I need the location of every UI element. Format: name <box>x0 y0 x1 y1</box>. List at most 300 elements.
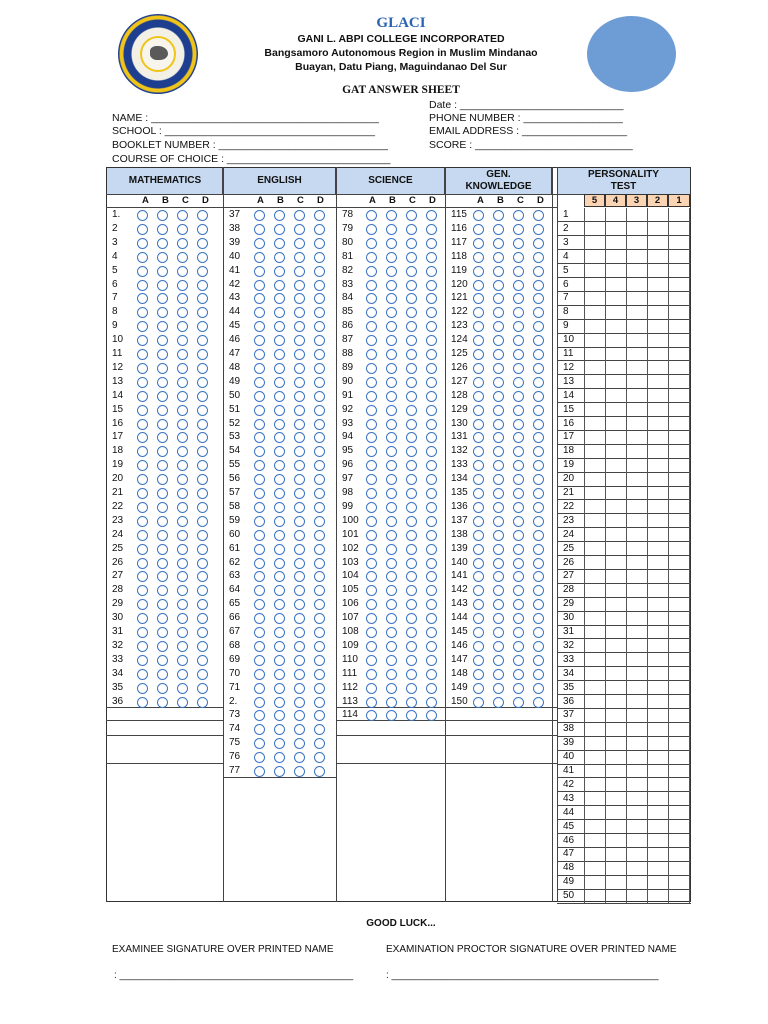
answer-bubble-c[interactable] <box>406 474 417 485</box>
personality-cell[interactable] <box>626 695 647 709</box>
answer-bubble-a[interactable] <box>137 669 148 680</box>
answer-bubble-c[interactable] <box>294 724 305 735</box>
answer-bubble-a[interactable] <box>254 683 265 694</box>
answer-bubble-d[interactable] <box>197 377 208 388</box>
personality-cell[interactable] <box>668 500 690 514</box>
personality-cell[interactable] <box>647 792 668 806</box>
answer-bubble-c[interactable] <box>513 252 524 263</box>
answer-bubble-a[interactable] <box>254 266 265 277</box>
answer-bubble-b[interactable] <box>157 321 168 332</box>
answer-bubble-c[interactable] <box>177 460 188 471</box>
answer-bubble-c[interactable] <box>513 669 524 680</box>
personality-cell[interactable] <box>647 250 668 264</box>
answer-bubble-d[interactable] <box>426 474 437 485</box>
answer-bubble-b[interactable] <box>493 307 504 318</box>
personality-cell[interactable] <box>584 695 605 709</box>
answer-bubble-b[interactable] <box>386 516 397 527</box>
answer-bubble-c[interactable] <box>406 363 417 374</box>
answer-bubble-d[interactable] <box>426 307 437 318</box>
answer-bubble-a[interactable] <box>137 613 148 624</box>
answer-bubble-b[interactable] <box>386 419 397 430</box>
answer-bubble-d[interactable] <box>533 321 544 332</box>
answer-bubble-d[interactable] <box>314 752 325 763</box>
answer-bubble-c[interactable] <box>406 585 417 596</box>
personality-cell[interactable] <box>584 639 605 653</box>
personality-cell[interactable] <box>668 542 690 556</box>
answer-bubble-c[interactable] <box>294 280 305 291</box>
personality-cell[interactable] <box>584 430 605 444</box>
personality-cell[interactable] <box>584 778 605 792</box>
answer-bubble-d[interactable] <box>533 377 544 388</box>
personality-cell[interactable] <box>584 222 605 236</box>
answer-bubble-d[interactable] <box>197 502 208 513</box>
personality-cell[interactable] <box>605 847 626 861</box>
answer-bubble-c[interactable] <box>406 460 417 471</box>
answer-bubble-d[interactable] <box>426 405 437 416</box>
personality-cell[interactable] <box>626 486 647 500</box>
answer-bubble-b[interactable] <box>493 599 504 610</box>
answer-bubble-d[interactable] <box>426 655 437 666</box>
answer-bubble-d[interactable] <box>533 280 544 291</box>
answer-bubble-b[interactable] <box>386 641 397 652</box>
answer-bubble-b[interactable] <box>386 544 397 555</box>
personality-cell[interactable] <box>668 875 690 889</box>
answer-bubble-c[interactable] <box>406 710 417 721</box>
answer-bubble-b[interactable] <box>386 391 397 402</box>
answer-bubble-b[interactable] <box>274 238 285 249</box>
name-field[interactable]: NAME : _______________________________________ <box>112 112 379 124</box>
answer-bubble-b[interactable] <box>274 516 285 527</box>
answer-bubble-b[interactable] <box>386 710 397 721</box>
personality-cell[interactable] <box>626 625 647 639</box>
answer-bubble-c[interactable] <box>406 446 417 457</box>
answer-bubble-a[interactable] <box>366 238 377 249</box>
answer-bubble-a[interactable] <box>473 363 484 374</box>
answer-bubble-b[interactable] <box>386 293 397 304</box>
answer-bubble-d[interactable] <box>426 460 437 471</box>
answer-bubble-a[interactable] <box>366 655 377 666</box>
personality-cell[interactable] <box>584 667 605 681</box>
answer-bubble-c[interactable] <box>406 571 417 582</box>
personality-cell[interactable] <box>668 305 690 319</box>
personality-cell[interactable] <box>626 861 647 875</box>
answer-bubble-b[interactable] <box>386 280 397 291</box>
answer-bubble-a[interactable] <box>254 349 265 360</box>
answer-bubble-a[interactable] <box>366 627 377 638</box>
personality-cell[interactable] <box>626 278 647 292</box>
answer-bubble-b[interactable] <box>274 724 285 735</box>
answer-bubble-b[interactable] <box>493 502 504 513</box>
personality-cell[interactable] <box>605 291 626 305</box>
answer-bubble-b[interactable] <box>157 460 168 471</box>
personality-cell[interactable] <box>668 444 690 458</box>
personality-cell[interactable] <box>668 430 690 444</box>
answer-bubble-d[interactable] <box>314 446 325 457</box>
answer-bubble-b[interactable] <box>274 419 285 430</box>
personality-cell[interactable] <box>605 528 626 542</box>
personality-cell[interactable] <box>626 430 647 444</box>
answer-bubble-d[interactable] <box>197 474 208 485</box>
answer-bubble-a[interactable] <box>473 405 484 416</box>
personality-cell[interactable] <box>647 375 668 389</box>
answer-bubble-a[interactable] <box>254 585 265 596</box>
personality-cell[interactable] <box>605 347 626 361</box>
personality-cell[interactable] <box>647 333 668 347</box>
personality-cell[interactable] <box>668 528 690 542</box>
personality-cell[interactable] <box>584 611 605 625</box>
answer-bubble-c[interactable] <box>513 460 524 471</box>
answer-bubble-c[interactable] <box>177 544 188 555</box>
answer-bubble-d[interactable] <box>533 655 544 666</box>
answer-bubble-a[interactable] <box>254 210 265 221</box>
personality-cell[interactable] <box>584 889 605 903</box>
answer-bubble-c[interactable] <box>177 307 188 318</box>
answer-bubble-c[interactable] <box>294 363 305 374</box>
answer-bubble-b[interactable] <box>493 432 504 443</box>
answer-bubble-a[interactable] <box>473 544 484 555</box>
personality-cell[interactable] <box>605 542 626 556</box>
answer-bubble-d[interactable] <box>314 613 325 624</box>
answer-bubble-d[interactable] <box>533 558 544 569</box>
personality-cell[interactable] <box>668 291 690 305</box>
personality-cell[interactable] <box>605 569 626 583</box>
answer-bubble-c[interactable] <box>294 571 305 582</box>
answer-bubble-b[interactable] <box>493 280 504 291</box>
answer-bubble-a[interactable] <box>137 377 148 388</box>
answer-bubble-d[interactable] <box>426 266 437 277</box>
answer-bubble-a[interactable] <box>366 710 377 721</box>
answer-bubble-c[interactable] <box>513 585 524 596</box>
answer-bubble-b[interactable] <box>386 683 397 694</box>
personality-cell[interactable] <box>626 514 647 528</box>
answer-bubble-d[interactable] <box>426 210 437 221</box>
answer-bubble-d[interactable] <box>197 669 208 680</box>
answer-bubble-d[interactable] <box>533 293 544 304</box>
answer-bubble-c[interactable] <box>177 391 188 402</box>
personality-cell[interactable] <box>647 514 668 528</box>
personality-cell[interactable] <box>584 556 605 570</box>
answer-bubble-b[interactable] <box>386 460 397 471</box>
answer-bubble-b[interactable] <box>274 502 285 513</box>
personality-cell[interactable] <box>626 653 647 667</box>
answer-bubble-b[interactable] <box>274 752 285 763</box>
answer-bubble-a[interactable] <box>254 405 265 416</box>
answer-bubble-a[interactable] <box>254 641 265 652</box>
answer-bubble-c[interactable] <box>177 224 188 235</box>
answer-bubble-b[interactable] <box>386 530 397 541</box>
answer-bubble-c[interactable] <box>294 627 305 638</box>
answer-bubble-a[interactable] <box>137 655 148 666</box>
answer-bubble-a[interactable] <box>473 377 484 388</box>
personality-cell[interactable] <box>668 569 690 583</box>
answer-bubble-d[interactable] <box>533 585 544 596</box>
answer-bubble-a[interactable] <box>366 405 377 416</box>
answer-bubble-b[interactable] <box>493 697 504 708</box>
answer-bubble-d[interactable] <box>197 363 208 374</box>
answer-bubble-d[interactable] <box>426 585 437 596</box>
personality-cell[interactable] <box>626 389 647 403</box>
answer-bubble-c[interactable] <box>406 405 417 416</box>
answer-bubble-b[interactable] <box>274 321 285 332</box>
answer-bubble-b[interactable] <box>157 405 168 416</box>
personality-cell[interactable] <box>647 764 668 778</box>
personality-cell[interactable] <box>668 208 690 222</box>
answer-bubble-d[interactable] <box>314 641 325 652</box>
answer-bubble-d[interactable] <box>426 516 437 527</box>
answer-bubble-c[interactable] <box>406 419 417 430</box>
personality-cell[interactable] <box>626 667 647 681</box>
personality-cell[interactable] <box>626 889 647 903</box>
answer-bubble-a[interactable] <box>473 280 484 291</box>
answer-bubble-b[interactable] <box>493 266 504 277</box>
answer-bubble-a[interactable] <box>366 363 377 374</box>
personality-cell[interactable] <box>584 625 605 639</box>
answer-bubble-d[interactable] <box>533 391 544 402</box>
answer-bubble-a[interactable] <box>254 558 265 569</box>
personality-cell[interactable] <box>668 236 690 250</box>
personality-cell[interactable] <box>668 583 690 597</box>
personality-cell[interactable] <box>584 458 605 472</box>
answer-bubble-b[interactable] <box>386 558 397 569</box>
personality-cell[interactable] <box>584 403 605 417</box>
answer-bubble-a[interactable] <box>366 669 377 680</box>
personality-cell[interactable] <box>584 305 605 319</box>
answer-bubble-c[interactable] <box>177 697 188 708</box>
personality-cell[interactable] <box>605 236 626 250</box>
answer-bubble-b[interactable] <box>386 377 397 388</box>
personality-cell[interactable] <box>647 222 668 236</box>
answer-bubble-d[interactable] <box>533 502 544 513</box>
answer-bubble-b[interactable] <box>157 474 168 485</box>
answer-bubble-a[interactable] <box>137 432 148 443</box>
personality-cell[interactable] <box>584 583 605 597</box>
answer-bubble-a[interactable] <box>137 585 148 596</box>
answer-bubble-a[interactable] <box>473 641 484 652</box>
personality-cell[interactable] <box>626 444 647 458</box>
personality-cell[interactable] <box>605 361 626 375</box>
answer-bubble-d[interactable] <box>314 738 325 749</box>
answer-bubble-a[interactable] <box>366 307 377 318</box>
answer-bubble-a[interactable] <box>366 252 377 263</box>
answer-bubble-b[interactable] <box>157 446 168 457</box>
answer-bubble-b[interactable] <box>157 502 168 513</box>
answer-bubble-a[interactable] <box>366 641 377 652</box>
personality-cell[interactable] <box>584 375 605 389</box>
answer-bubble-c[interactable] <box>513 446 524 457</box>
personality-cell[interactable] <box>605 514 626 528</box>
personality-cell[interactable] <box>584 486 605 500</box>
answer-bubble-d[interactable] <box>426 544 437 555</box>
answer-bubble-a[interactable] <box>254 363 265 374</box>
answer-bubble-c[interactable] <box>177 683 188 694</box>
personality-cell[interactable] <box>605 430 626 444</box>
answer-bubble-a[interactable] <box>254 613 265 624</box>
answer-bubble-c[interactable] <box>294 460 305 471</box>
answer-bubble-d[interactable] <box>533 307 544 318</box>
answer-bubble-c[interactable] <box>406 544 417 555</box>
answer-bubble-a[interactable] <box>137 446 148 457</box>
answer-bubble-d[interactable] <box>197 641 208 652</box>
personality-cell[interactable] <box>605 486 626 500</box>
answer-bubble-d[interactable] <box>197 697 208 708</box>
answer-bubble-b[interactable] <box>274 710 285 721</box>
answer-bubble-a[interactable] <box>137 391 148 402</box>
personality-cell[interactable] <box>584 750 605 764</box>
answer-bubble-b[interactable] <box>274 655 285 666</box>
answer-bubble-a[interactable] <box>473 474 484 485</box>
answer-bubble-d[interactable] <box>533 432 544 443</box>
answer-bubble-d[interactable] <box>426 530 437 541</box>
answer-bubble-c[interactable] <box>513 349 524 360</box>
answer-bubble-c[interactable] <box>294 488 305 499</box>
answer-bubble-c[interactable] <box>177 252 188 263</box>
personality-cell[interactable] <box>647 861 668 875</box>
answer-bubble-a[interactable] <box>137 210 148 221</box>
answer-bubble-c[interactable] <box>513 335 524 346</box>
personality-cell[interactable] <box>647 611 668 625</box>
personality-cell[interactable] <box>584 444 605 458</box>
answer-bubble-c[interactable] <box>177 293 188 304</box>
answer-bubble-d[interactable] <box>314 710 325 721</box>
answer-bubble-b[interactable] <box>157 266 168 277</box>
answer-bubble-d[interactable] <box>197 460 208 471</box>
answer-bubble-d[interactable] <box>197 627 208 638</box>
personality-cell[interactable] <box>626 305 647 319</box>
personality-cell[interactable] <box>584 514 605 528</box>
answer-bubble-b[interactable] <box>157 432 168 443</box>
answer-bubble-d[interactable] <box>533 613 544 624</box>
answer-bubble-b[interactable] <box>274 571 285 582</box>
personality-cell[interactable] <box>668 736 690 750</box>
personality-cell[interactable] <box>605 444 626 458</box>
answer-bubble-a[interactable] <box>254 530 265 541</box>
answer-bubble-a[interactable] <box>366 558 377 569</box>
answer-bubble-b[interactable] <box>493 405 504 416</box>
answer-bubble-c[interactable] <box>294 377 305 388</box>
answer-bubble-d[interactable] <box>426 627 437 638</box>
personality-cell[interactable] <box>626 736 647 750</box>
answer-bubble-a[interactable] <box>473 697 484 708</box>
answer-bubble-a[interactable] <box>254 544 265 555</box>
personality-cell[interactable] <box>584 264 605 278</box>
answer-bubble-c[interactable] <box>294 224 305 235</box>
answer-bubble-b[interactable] <box>274 683 285 694</box>
personality-cell[interactable] <box>584 764 605 778</box>
personality-cell[interactable] <box>626 250 647 264</box>
personality-cell[interactable] <box>626 583 647 597</box>
answer-bubble-d[interactable] <box>197 405 208 416</box>
answer-bubble-d[interactable] <box>197 391 208 402</box>
answer-bubble-a[interactable] <box>473 516 484 527</box>
personality-cell[interactable] <box>584 319 605 333</box>
answer-bubble-a[interactable] <box>366 683 377 694</box>
personality-cell[interactable] <box>668 778 690 792</box>
answer-bubble-a[interactable] <box>366 446 377 457</box>
answer-bubble-b[interactable] <box>493 391 504 402</box>
answer-bubble-a[interactable] <box>137 571 148 582</box>
answer-bubble-b[interactable] <box>493 210 504 221</box>
answer-bubble-a[interactable] <box>366 321 377 332</box>
answer-bubble-a[interactable] <box>254 321 265 332</box>
answer-bubble-a[interactable] <box>473 224 484 235</box>
personality-cell[interactable] <box>647 430 668 444</box>
personality-cell[interactable] <box>605 208 626 222</box>
personality-cell[interactable] <box>584 722 605 736</box>
personality-cell[interactable] <box>668 695 690 709</box>
answer-bubble-d[interactable] <box>426 599 437 610</box>
answer-bubble-b[interactable] <box>493 335 504 346</box>
answer-bubble-c[interactable] <box>513 474 524 485</box>
personality-cell[interactable] <box>626 375 647 389</box>
answer-bubble-b[interactable] <box>157 377 168 388</box>
personality-cell[interactable] <box>605 472 626 486</box>
answer-bubble-b[interactable] <box>157 697 168 708</box>
answer-bubble-a[interactable] <box>473 321 484 332</box>
answer-bubble-c[interactable] <box>406 669 417 680</box>
answer-bubble-a[interactable] <box>473 669 484 680</box>
answer-bubble-c[interactable] <box>294 391 305 402</box>
answer-bubble-c[interactable] <box>177 571 188 582</box>
answer-bubble-a[interactable] <box>137 224 148 235</box>
personality-cell[interactable] <box>605 667 626 681</box>
answer-bubble-a[interactable] <box>137 516 148 527</box>
answer-bubble-b[interactable] <box>493 474 504 485</box>
answer-bubble-c[interactable] <box>294 710 305 721</box>
personality-cell[interactable] <box>584 542 605 556</box>
personality-cell[interactable] <box>626 403 647 417</box>
answer-bubble-d[interactable] <box>426 238 437 249</box>
personality-cell[interactable] <box>647 820 668 834</box>
personality-cell[interactable] <box>668 861 690 875</box>
score-field[interactable]: SCORE : ___________________________ <box>429 139 633 151</box>
personality-cell[interactable] <box>626 834 647 848</box>
personality-cell[interactable] <box>668 597 690 611</box>
answer-bubble-b[interactable] <box>493 321 504 332</box>
personality-cell[interactable] <box>584 834 605 848</box>
answer-bubble-b[interactable] <box>493 460 504 471</box>
answer-bubble-b[interactable] <box>386 474 397 485</box>
answer-bubble-c[interactable] <box>406 516 417 527</box>
answer-bubble-c[interactable] <box>406 335 417 346</box>
answer-bubble-c[interactable] <box>406 627 417 638</box>
personality-cell[interactable] <box>626 236 647 250</box>
answer-bubble-a[interactable] <box>366 335 377 346</box>
personality-cell[interactable] <box>584 500 605 514</box>
answer-bubble-d[interactable] <box>197 530 208 541</box>
answer-bubble-a[interactable] <box>366 488 377 499</box>
answer-bubble-b[interactable] <box>157 280 168 291</box>
personality-cell[interactable] <box>626 806 647 820</box>
personality-cell[interactable] <box>668 847 690 861</box>
personality-cell[interactable] <box>584 291 605 305</box>
answer-bubble-c[interactable] <box>406 349 417 360</box>
answer-bubble-a[interactable] <box>366 474 377 485</box>
answer-bubble-c[interactable] <box>406 697 417 708</box>
personality-cell[interactable] <box>668 708 690 722</box>
personality-cell[interactable] <box>668 834 690 848</box>
answer-bubble-a[interactable] <box>366 571 377 582</box>
answer-bubble-c[interactable] <box>177 669 188 680</box>
answer-bubble-d[interactable] <box>533 266 544 277</box>
personality-cell[interactable] <box>605 333 626 347</box>
answer-bubble-a[interactable] <box>254 335 265 346</box>
answer-bubble-a[interactable] <box>366 224 377 235</box>
answer-bubble-a[interactable] <box>366 516 377 527</box>
personality-cell[interactable] <box>584 208 605 222</box>
personality-cell[interactable] <box>647 597 668 611</box>
answer-bubble-a[interactable] <box>473 349 484 360</box>
answer-bubble-d[interactable] <box>314 697 325 708</box>
